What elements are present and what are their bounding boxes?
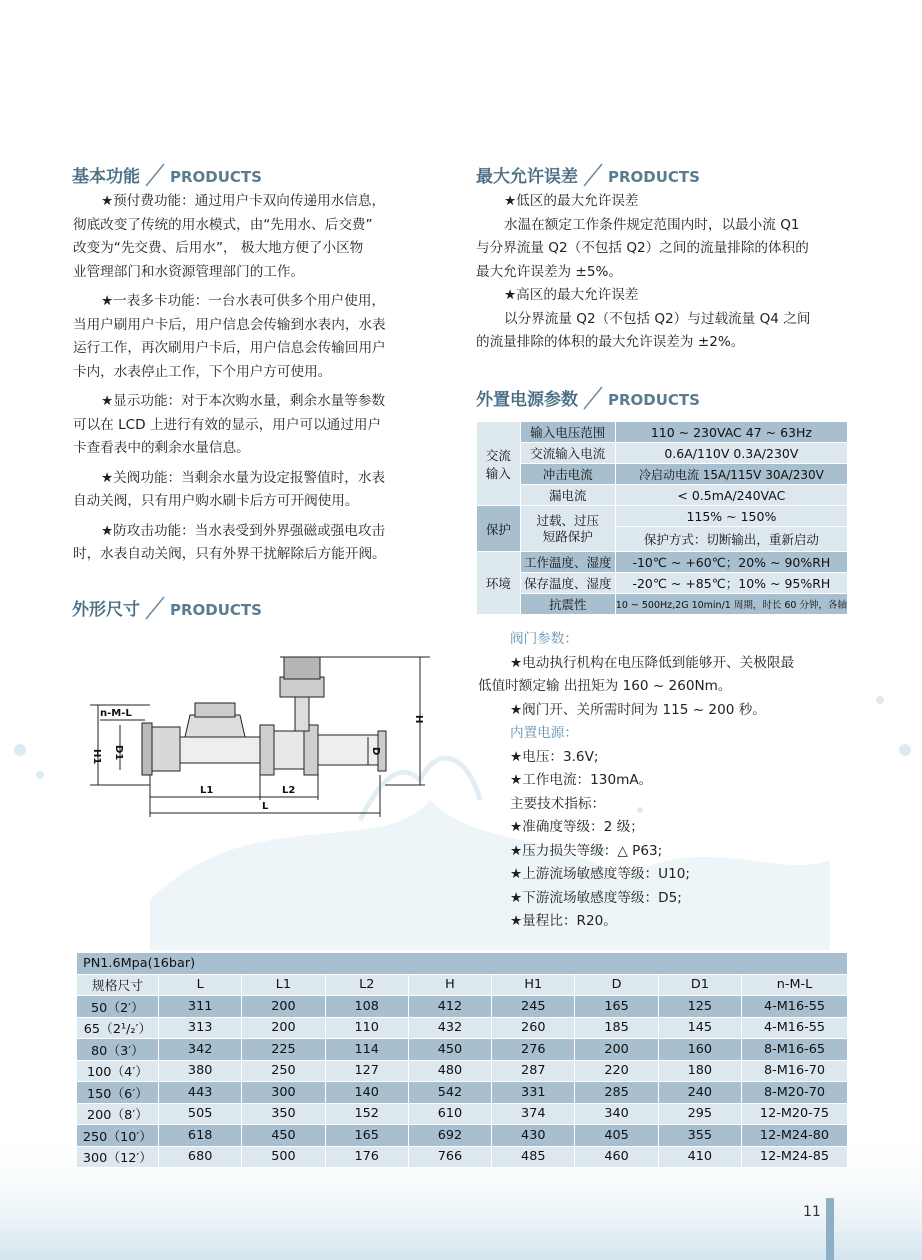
table-cell: 355 [658,1125,741,1147]
section-title-basic-functions [72,162,262,188]
label-d: D [370,747,381,756]
spec-value: < 0.5mA/240VAC [615,485,847,506]
spec-value: -10℃ ~ +60℃；20% ~ 90%RH [615,552,847,573]
column-header: H [408,974,491,996]
basic-function-line: 卡查看表中的剩余水量信息。 [73,440,250,456]
slash-divider-icon [142,595,168,621]
table-cell: 245 [492,996,575,1018]
table-cell: 152 [325,1103,408,1125]
error-line: 与分界流量 Q2（不包括 Q2）之间的流量排除的体积的 [476,240,809,256]
table-cell: 180 [658,1060,741,1082]
table-cell: 200 [242,996,325,1018]
table-cell: 500 [242,1146,325,1168]
basic-function-line: 彻底改变了传统的用水模式，由“先用水、后交费” [73,216,373,233]
table-cell: 65（2¹/₂′） [77,1017,159,1039]
error-line: 的流量排除的体积的最大允许误差为 ±2%。 [476,334,745,350]
section-title-cn: 最大允许误差 [476,167,578,187]
spec-label: 抗震性 [520,594,615,615]
table-cell: 692 [408,1125,491,1147]
table-cell: 430 [492,1125,575,1147]
table-cell: 4-M16-55 [742,996,848,1018]
table-cell: 374 [492,1103,575,1125]
table-cell: 380 [159,1060,242,1082]
page-number: 11 [803,1204,821,1220]
valve-line: ★上游流场敏感度等级：U10; [510,866,690,882]
table-cell: 8-M16-70 [742,1060,848,1082]
valve-subheading: 阀门参数： [510,631,578,647]
table-caption: PN1.6Mpa(16bar) [77,953,848,975]
table-cell: 610 [408,1103,491,1125]
table-cell: 342 [159,1039,242,1061]
table-cell: 285 [575,1082,658,1104]
group-label-protect: 保护 [477,506,521,552]
table-cell: 295 [658,1103,741,1125]
table-cell: 100（4′） [77,1060,159,1082]
valve-line: ★准确度等级：2 级； [510,819,644,835]
table-cell: 250（10′） [77,1125,159,1147]
valve-line: ★下游流场敏感度等级：D5; [510,889,682,906]
slash-divider-icon [142,162,168,188]
label-nml: n-M-L [100,708,132,719]
table-cell: 150（6′） [77,1082,159,1104]
basic-function-line: ★防攻击功能：当水表受到外界强磁或强电攻击 [101,522,386,539]
error-line: 水温在额定工作条件规定范围内时，以最小流 Q1 [504,216,800,233]
section-title-en: PRODUCTS [170,168,262,186]
table-cell: 12-M20-75 [742,1103,848,1125]
valve-line: ★量程比：R20。 [510,913,617,929]
spec-label-overload: 过载、过压 短路保护 [520,506,615,552]
valve-params-text [478,628,846,934]
basic-function-line: ★显示功能：对于本次购水量，剩余水量等参数 [101,393,386,409]
spec-value: 115% ~ 150% [615,506,847,527]
spec-value: -20℃ ~ +85℃；10% ~ 95%RH [615,573,847,594]
table-cell: 200 [242,1017,325,1039]
basic-function-line: 改变为“先交费、后用水”， 极大地方便了小区物 [73,240,364,256]
valve-line: ★电压：3.6V; [510,748,599,765]
table-cell: 331 [492,1082,575,1104]
table-cell: 412 [408,996,491,1018]
table-cell: 250 [242,1060,325,1082]
table-cell: 176 [325,1146,408,1168]
slash-divider-icon [580,385,606,411]
column-header: L [159,974,242,996]
error-line: 最大允许误差为 ±5%。 [476,263,623,280]
basic-function-line: 可以在 LCD 上进行有效的显示，用户可以通过用户 [73,416,382,433]
table-cell: 185 [575,1017,658,1039]
table-cell: 680 [159,1146,242,1168]
table-cell: 12-M24-85 [742,1146,848,1168]
table-cell: 450 [408,1039,491,1061]
table-cell: 311 [159,996,242,1018]
slash-divider-icon [580,162,606,188]
table-cell: 110 [325,1017,408,1039]
table-cell: 225 [242,1039,325,1061]
spec-label: 输入电压范围 [520,422,615,443]
error-line: 以分界流量 Q2（不包括 Q2）与过载流量 Q4 之间 [504,310,811,327]
table-cell: 165 [575,996,658,1018]
table-cell: 165 [325,1125,408,1147]
table-cell: 618 [159,1125,242,1147]
column-header: H1 [492,974,575,996]
group-label-ac: 交流 输入 [477,422,521,506]
table-cell: 50（2′） [77,996,159,1018]
spec-value: 110 ~ 230VAC 47 ~ 63Hz [615,422,847,443]
table-cell: 340 [575,1103,658,1125]
column-header: D1 [658,974,741,996]
table-cell: 80（3′） [77,1039,159,1061]
table-cell: 200 [575,1039,658,1061]
table-cell: 410 [658,1146,741,1168]
table-cell: 220 [575,1060,658,1082]
table-row [77,1103,848,1125]
table-cell: 300 [242,1082,325,1104]
table-cell: 108 [325,996,408,1018]
section-title-cn: 基本功能 [72,167,140,187]
table-cell: 114 [325,1039,408,1061]
label-h: H [413,715,424,724]
column-header: 规格尺寸 [77,974,159,996]
basic-function-line: ★预付费功能：通过用户卡双向传递用水信息， [101,193,386,209]
water-meter-dimension-drawing [90,645,440,820]
basic-function-line: ★关阀功能：当剩余水量为设定报警值时，水表 [101,469,386,486]
spec-label: 保存温度、湿度 [520,573,615,594]
spec-value: 0.6A/110V 0.3A/230V [615,443,847,464]
table-cell: 240 [658,1082,741,1104]
table-cell: 480 [408,1060,491,1082]
table-cell: 145 [658,1017,741,1039]
table-cell: 140 [325,1082,408,1104]
label-d1: D1 [113,745,124,761]
spec-value: 冷启动电流 15A/115V 30A/230V [615,464,847,485]
group-label-env: 环境 [477,552,521,615]
valve-line: 主要技术指标： [510,795,606,812]
table-cell: 200（8′） [77,1103,159,1125]
basic-function-line: 业管理部门和水资源管理部门的工作。 [73,263,305,280]
section-title-en: PRODUCTS [608,391,700,409]
column-header: n-M-L [742,974,848,996]
column-header: D [575,974,658,996]
basic-functions-text [73,190,443,573]
table-cell: 276 [492,1039,575,1061]
table-cell: 8-M20-70 [742,1082,848,1104]
table-cell: 4-M16-55 [742,1017,848,1039]
section-title-power [476,385,700,411]
label-l: L [262,801,269,812]
basic-function-line: 当用户刷用户卡后，用户信息会传输到水表内，水表 [73,316,386,333]
table-row [77,1146,848,1168]
spec-label: 交流输入电流 [520,443,615,464]
basic-function-line: 时，水表自动关阀，只有外界干扰解除后方能开阀。 [73,546,386,562]
table-row [77,1017,848,1039]
table-row [77,996,848,1018]
page-accent-bar [826,1198,834,1260]
dimension-table [76,952,848,1168]
table-row [77,1125,848,1147]
error-line: ★低区的最大允许误差 [504,193,639,209]
table-cell: 350 [242,1103,325,1125]
table-cell: 8-M16-65 [742,1039,848,1061]
table-row [77,1060,848,1082]
valve-line: ★工作电流：130mA。 [510,772,653,788]
spec-label: 漏电流 [520,485,615,506]
spec-label: 冲击电流 [520,464,615,485]
table-cell: 485 [492,1146,575,1168]
section-title-cn: 外形尺寸 [72,600,140,620]
table-cell: 160 [658,1039,741,1061]
label-l2: L2 [282,785,296,796]
table-cell: 127 [325,1060,408,1082]
column-header: L2 [325,974,408,996]
label-l1: L1 [200,785,214,796]
table-cell: 766 [408,1146,491,1168]
spec-value: 10 ~ 500Hz,2G 10min/1 周期，时长 60 分钟，各轴 [615,594,847,615]
valve-line: 低值时额定输 出扭矩为 160 ~ 260Nm。 [478,678,732,694]
column-header: L1 [242,974,325,996]
table-row [77,1082,848,1104]
valve-line: ★压力损失等级：△ P63; [510,842,663,859]
max-error-text [476,190,856,355]
error-line: ★高区的最大允许误差 [504,287,639,303]
spec-label: 工作温度、湿度 [520,552,615,573]
power-spec-table [476,421,848,615]
valve-line: ★阀门开、关所需时间为 115 ~ 200 秒。 [510,701,766,718]
valve-subheading: 内置电源： [510,725,578,741]
section-title-en: PRODUCTS [608,168,700,186]
table-cell: 505 [159,1103,242,1125]
basic-function-line: ★一表多卡功能：一台水表可供多个用户使用， [101,293,386,309]
table-cell: 405 [575,1125,658,1147]
table-cell: 260 [492,1017,575,1039]
table-cell: 443 [159,1082,242,1104]
table-cell: 12-M24-80 [742,1125,848,1147]
section-title-max-error [476,162,700,188]
section-title-cn: 外置电源参数 [476,390,578,410]
section-title-dimensions [72,595,262,621]
section-title-en: PRODUCTS [170,601,262,619]
basic-function-line: 运行工作，再次刷用户卡后，用户信息会传输回用户 [73,340,386,356]
basic-function-line: 卡内，水表停止工作，下个用户方可使用。 [73,363,332,380]
table-cell: 287 [492,1060,575,1082]
basic-function-line: 自动关阀，只有用户购水刷卡后方可开阀使用。 [73,493,359,509]
table-cell: 125 [658,996,741,1018]
label-h1: H1 [91,749,102,765]
table-row [77,1039,848,1061]
table-cell: 460 [575,1146,658,1168]
table-cell: 432 [408,1017,491,1039]
table-cell: 542 [408,1082,491,1104]
table-cell: 300（12′） [77,1146,159,1168]
table-cell: 450 [242,1125,325,1147]
spec-value: 保护方式：切断输出，重新启动 [615,527,847,552]
table-cell: 313 [159,1017,242,1039]
valve-line: ★电动执行机构在电压降低到能够开、关极限最 [510,654,795,671]
